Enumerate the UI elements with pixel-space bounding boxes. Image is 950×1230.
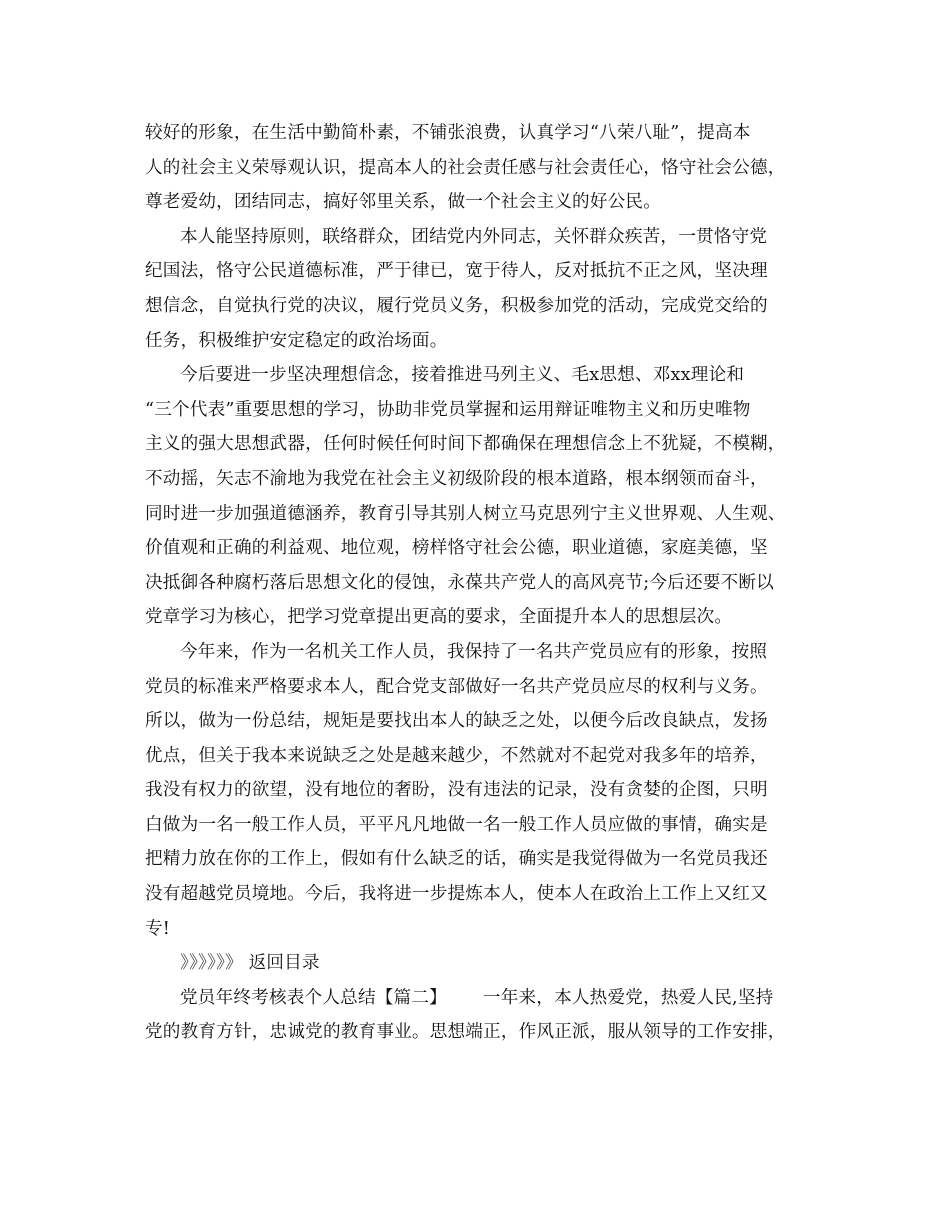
- text-line: “三个代表”重要思想的学习，协助非党员掌握和运用辩证唯物主义和历史唯物: [145, 399, 751, 420]
- text-line: 较好的形象，在生活中勤简朴素，不铺张浪费，认真学习“八荣八耻”，提高本: [145, 123, 751, 143]
- text-line: 没有超越党员境地。今后，我将进一步提炼本人，使本人在政治上工作上又红又: [145, 884, 768, 905]
- section-text: 一年来，本人热爱党，热爱人民,坚持: [482, 987, 774, 1008]
- paragraph-first-line: 本人能坚持原则，联络群众，团结党内外同志，关怀群众疾苦，一贯恪守党: [180, 226, 768, 247]
- text-line: 党章学习为核心，把学习党章提出更高的要求，全面提升本人的思想层次。: [145, 607, 733, 628]
- return-to-toc-link[interactable]: [145, 946, 809, 981]
- text-line: 价值观和正确的利益观、地位观，榜样恪守社会公德，职业道德，家庭美德，坚: [145, 538, 768, 559]
- text-line: 主义的强大思想武器，任何时候任何时间下都确保在理想信念上不犹疑，不模糊，: [145, 434, 786, 455]
- text-line: 想信念，自觉执行党的决议，履行党员义务，积极参加党的活动，完成党交给的: [145, 295, 768, 316]
- text-line: 所以，做为一份总结，规矩是要找出本人的缺乏之处，以便今后改良缺点，发扬: [145, 711, 768, 732]
- text-line: 人的社会主义荣辱观认识，提高本人的社会责任感与社会责任心，恪守社会公德，: [145, 157, 786, 178]
- text-line: 专!: [145, 918, 171, 939]
- section-two-first-line: [145, 981, 809, 1016]
- text-line: 党的教育方针，忠诚党的教育事业。思想端正，作风正派，服从领导的工作安排，: [145, 1022, 786, 1043]
- text-line: 白做为一名一般工作人员，平平凡凡地做一名一般工作人员应做的事情，确实是: [145, 814, 768, 835]
- text-line: 我没有权力的欲望，没有地位的奢盼，没有违法的记录，没有贪婪的企图，只明: [145, 780, 768, 801]
- return-label: 返回目录: [248, 953, 320, 974]
- paragraph-first-line: 今后要进一步坚决理想信念，接着推进马列主义、毛x思想、邓xx理论和: [180, 365, 745, 386]
- text-line: 同时进一步加强道德涵养，教育引导其别人树立马克思列宁主义世界观、人生观、: [145, 503, 786, 524]
- text-line: 决抵御各种腐朽落后思想文化的侵蚀，永葆共产党人的高风亮节;今后还要不断以: [145, 572, 774, 593]
- text-line: 纪国法，恪守公民道德标准，严于律已，宽于待人，反对抵抗不正之风，坚决理: [145, 261, 768, 282]
- document-body: [145, 116, 809, 1050]
- text-line: 尊老爱幼，团结同志，搞好邻里关系，做一个社会主义的好公民。: [145, 192, 662, 213]
- text-line: 任务，积极维护安定稳定的政治场面。: [145, 330, 448, 351]
- text-line: 优点，但关于我本来说缺乏之处是越来越少，不然就对不起党对我多年的培养，: [145, 745, 768, 766]
- text-line: 把精力放在你的工作上，假如有什么缺乏的话，确实是我觉得做为一名党员我还: [145, 849, 768, 870]
- section-heading: 党员年终考核表个人总结【篇二】: [180, 987, 447, 1008]
- text-line: 不动摇，矢志不渝地为我党在社会主义初级阶段的根本道路，根本纲领而奋斗，: [145, 468, 768, 489]
- text-line: 党员的标准来严格要求本人，配合党支部做好一名共产党员应尽的权利与义务。: [145, 676, 768, 697]
- paragraph-first-line: 今年来，作为一名机关工作人员，我保持了一名共产党员应有的形象，按照: [180, 641, 768, 662]
- return-arrows: 》》》》》》: [180, 953, 243, 974]
